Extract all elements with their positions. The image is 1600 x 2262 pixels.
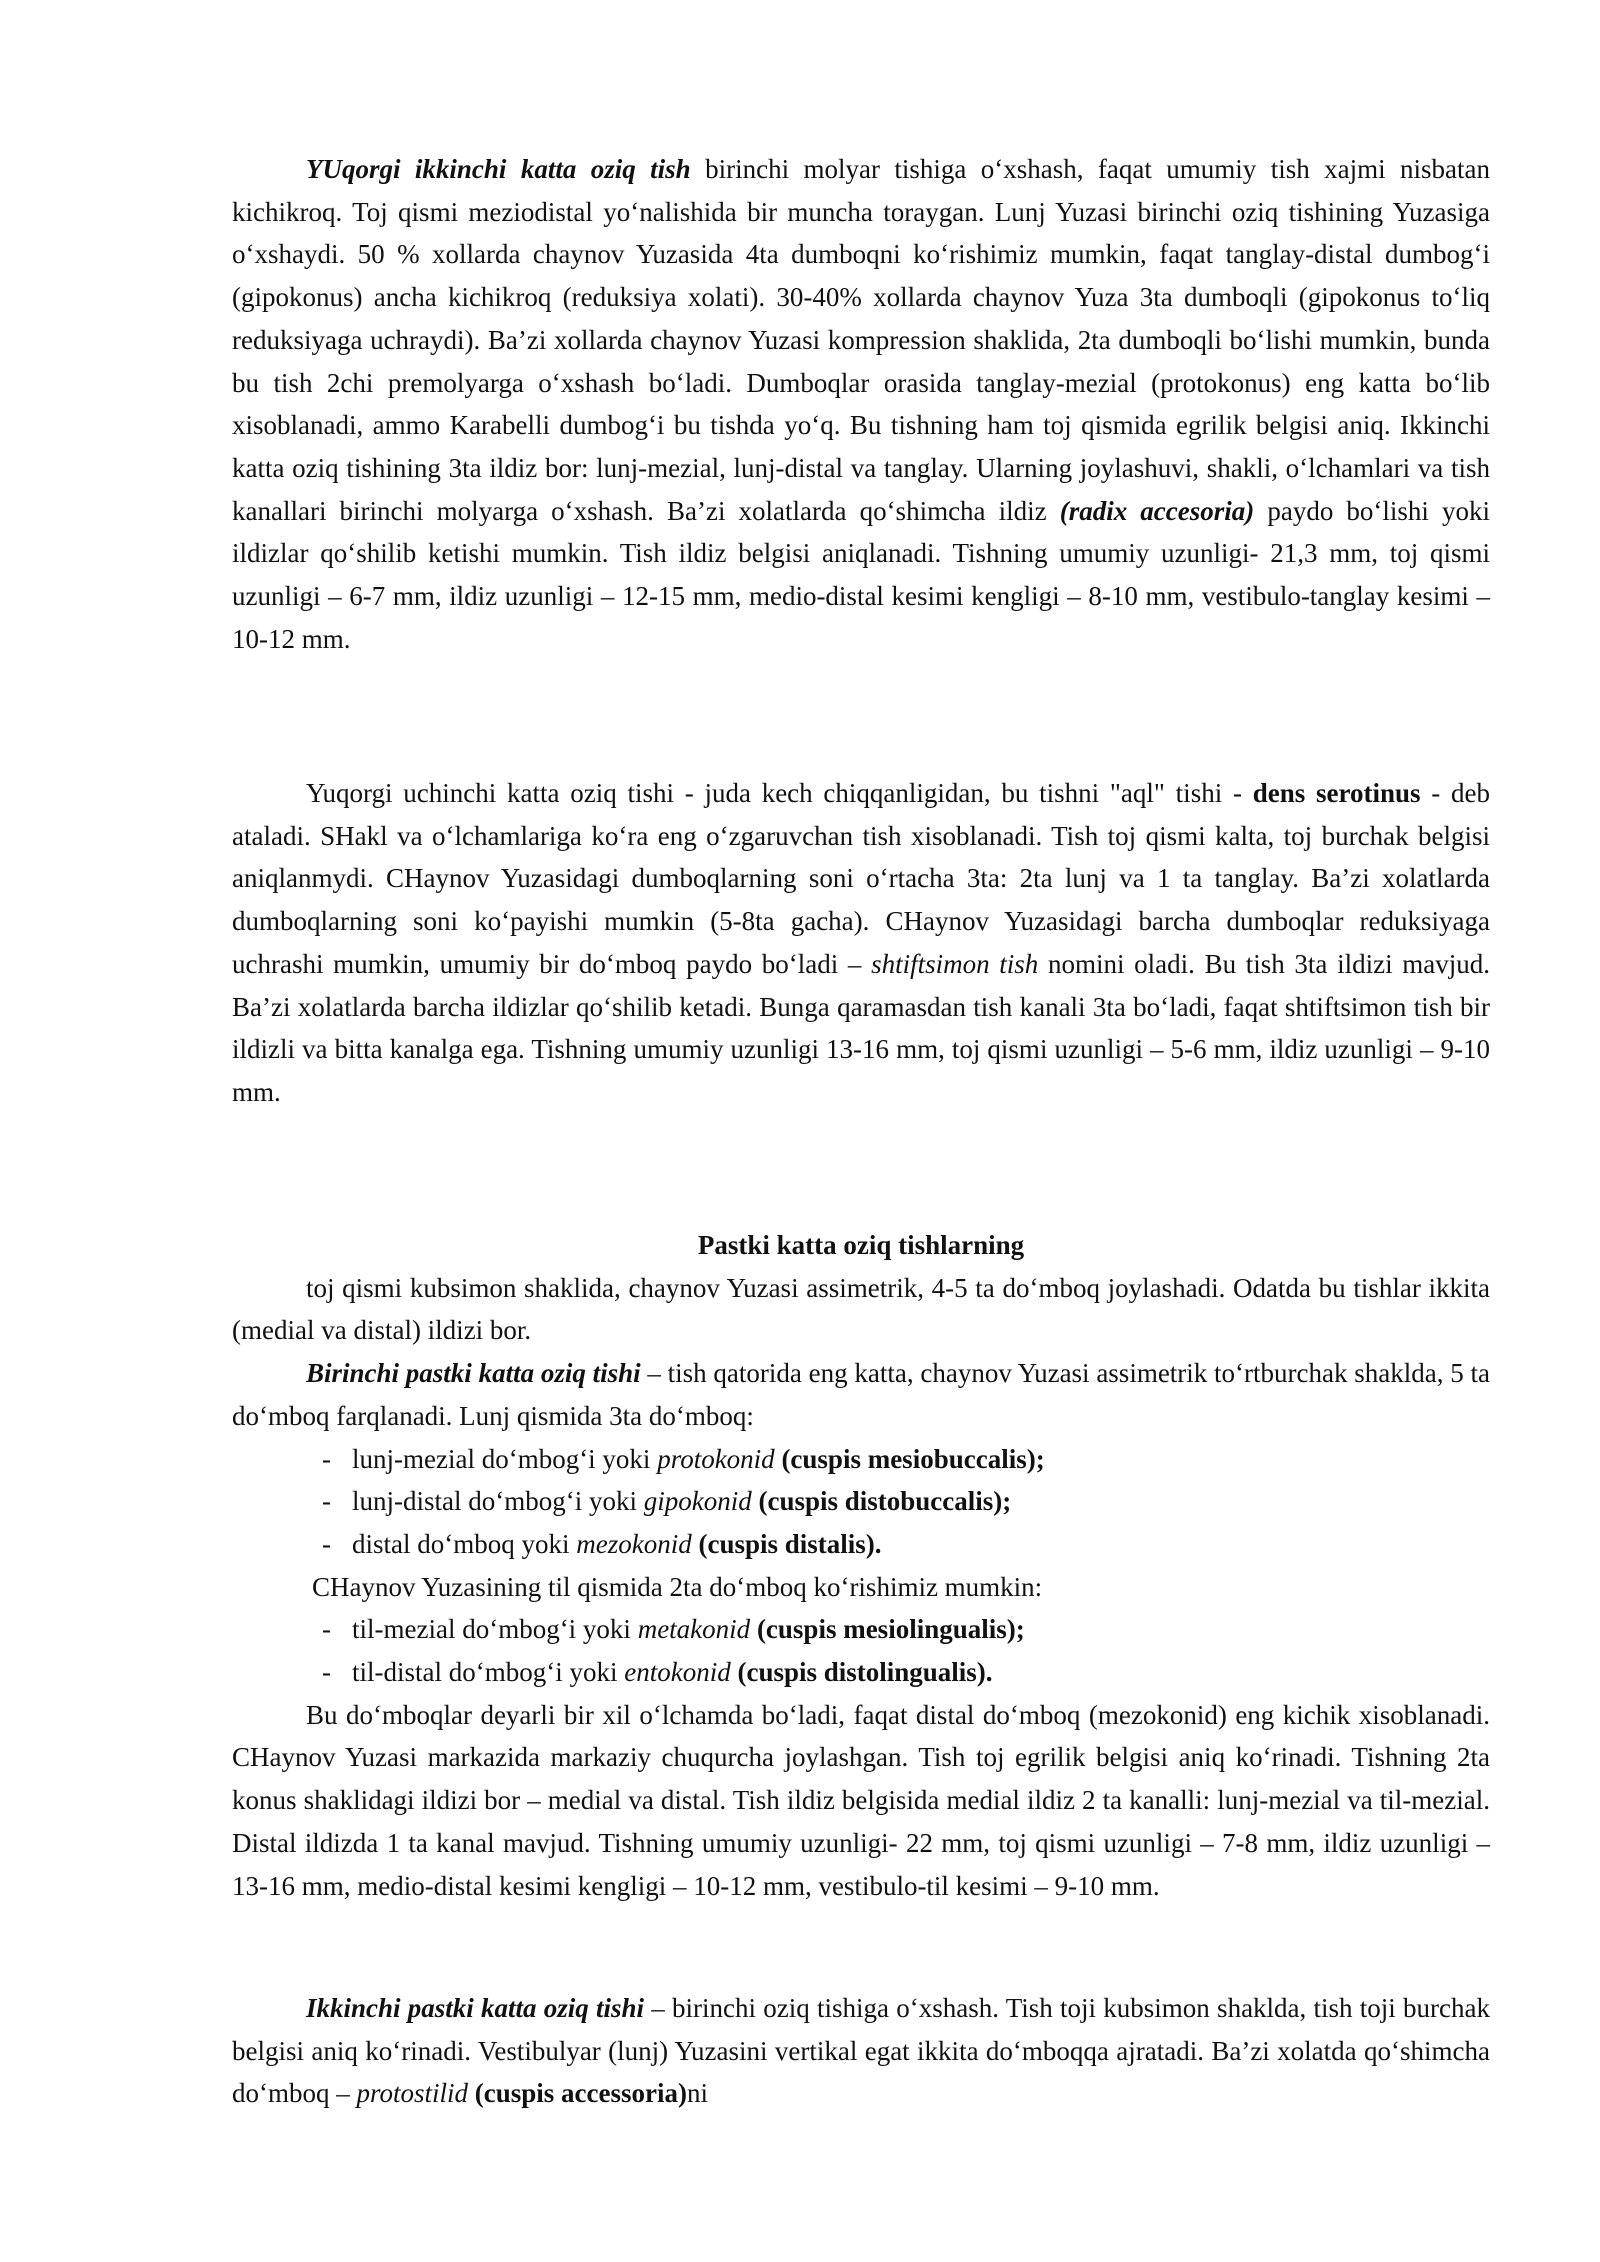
paragraph-body: birinchi molyar tishiga o‘xshash, faqat umumiy tish xajmi nisbatan kichikroq. Toj qismi meziodistal yo‘nalishida bir muncha toraygan. Lunj Yuzasi birinchi oziq tishining Yuzasiga o‘xshaydi. 50 % xollarda chaynov Yuzasida 4ta dumboqni ko‘rishimiz mumkin, faqat tanglay-distal dumbog‘i (gipokonus) ancha kichikroq (reduksiya xolati). 30-40% xollarda chaynov Yuza 3ta dumboqli (gipokonus to‘liq reduksiyaga uchraydi). Ba’zi xollarda chaynov Yuzasi kompression shaklida, 2ta dumboqli bo‘lishi mumkin, bunda bu tish 2chi premolyarga o‘xshash bo‘ladi. Dumboqlar orasida tanglay-mezial (protokonus) eng katta bo‘lib xisoblanadi, ammo Karabelli dumbog‘i bu tishda yo‘q. Bu tishning ham toj qismida egrilik belgisi aniq. Ikkinchi katta oziq tishining 3ta ildiz bor: lunj-mezial, lunj-distal va tanglay. Ularning joylashuvi, shakli, o‘lchamlari va tish kanallari birinchi molyarga o‘xshash. Ba’zi xolatlarda qo‘shimcha ildiz [232,154,1491,526]
term-latin: (cuspis distalis). [691,1528,882,1559]
paragraph-lower-second-molar [232,1987,1490,2115]
term-heading: Ikkinchi pastki katta oziq tishi [306,1993,645,2023]
list-intro: CHaynov Yuzasining til qismida 2ta do‘mboq ko‘rishimiz mumkin: [312,1571,1043,1602]
paragraph-body: – birinchi oziq tishiga o‘xshash. Tish toji kubsimon shaklda, tish toji burchak belgisi aniq ko‘rinadi. Vestibulyar (lunj) Yuzasini vertikal egat ikkita do‘mboqqa ajratadi. Ba’zi xolatda qo‘shimcha do‘mboq – [232,1993,1490,2109]
paragraph-intro: toj qismi kubsimon shaklida, chaynov Yuzasi assimetrik, 4-5 ta do‘mboq joylashadi. Odatda bu tishlar ikkita (medial va distal) ildizi bor. [232,1272,1490,1346]
term-italic: mezokonid [576,1528,692,1559]
paragraph-body: nomini oladi. Bu tish 3ta ildizi mavjud. Ba’zi xolatlarda barcha ildizlar qo‘shilib ketadi. Bunga qaramasdan tish kanali 3ta bo‘ladi, faqat shtiftsimon tish bir ildizli va bitta kanalga ega. Tishning umumiy uzunligi 13-16 mm, toj qismi uzunligi – 5-6 mm, ildiz uzunligi – 9-10 mm. [232,948,1490,1107]
list-text: til-distal do‘mbog‘i yoki [352,1657,625,1688]
term-heading: Birinchi pastki katta oziq tishi [306,1358,641,1389]
list-dash: - [322,1486,331,1517]
list-dash: - [322,1657,331,1688]
list-text: distal do‘mboq yoki [352,1528,577,1559]
paragraph-lower-first-molar-details: Bu do‘mboqlar deyarli bir xil o‘lchamda bo‘ladi, faqat distal do‘mboq (mezokonid) eng kichik xisoblanadi. CHaynov Yuzasi markazida markaziy chuqurcha joylashgan. Tish toj egrilik belgisi aniq ko‘rinadi. Tishning 2ta konus shaklidagi ildizi bor – medial va distal. Tish ildiz belgisida medial ildiz 2 ta kanalli: lunj-mezial va til-mezial. Distal ildizda 1 ta kanal mavjud. Tishning umumiy uzunligi- 22 mm, toj qismi uzunligi – 7-8 mm, ildiz uzunligi – 13-16 mm, medio-distal kesimi kengligi – 10-12 mm, vestibulo-til kesimi – 9-10 mm. [232,1699,1490,1901]
paragraph-lower-first-molar [232,1352,1490,1437]
list-item [232,1480,1490,1523]
paragraph-text [232,148,1490,660]
term-latin: (cuspis accessoria) [468,2078,687,2109]
list-dash: - [322,1443,331,1474]
section-heading: Pastki katta oziq tishlarning [697,1230,1025,1260]
list-item [232,1608,1490,1651]
list-dash: - [322,1528,331,1559]
paragraph-body: Yuqorgi uchinchi katta oziq tishi - juda kech chiqqanligidan, bu tishni "aql" tishi - [306,778,1253,808]
section-lower-molars [232,1224,1490,1907]
paragraph-body: - deb ataladi. SHakl va o‘lchamlariga ko‘ra eng o‘zgaruvchan tish xisoblanadi. Tish toj qismi kalta, toj burchak belgisi aniqlanmydi. CHaynov Yuzasidagi dumboqlarning soni o‘rtacha 3ta: 2ta lunj va 1 ta tanglay. Ba’zi xolatlarda dumboqlarning soni ko‘payishi mumkin (5-8ta gacha). CHaynov Yuzasidagi barcha dumboqlar reduksiyaga uchrashi mumkin, umumiy bir do‘mboq paydo bo‘ladi – [232,778,1490,979]
list-dash: - [322,1614,331,1645]
paragraph-text [232,1987,1490,2115]
list-item [232,1438,1490,1481]
list-text: lunj-mezial do‘mbog‘i yoki [352,1443,658,1474]
paragraph-body: – tish qatorida eng katta, chaynov Yuzasi assimetrik to‘rtburchak shaklda, 5 ta do‘mboq farqlanadi. Lunj qismida 3ta do‘mboq: [232,1358,1490,1431]
term-latin: dens serotinus [1252,778,1421,808]
term-latin: (cuspis mesiobuccalis); [774,1443,1045,1474]
term-italic: metakonid [637,1614,751,1645]
paragraph-body: paydo bo‘lishi yoki ildizlar qo‘shilib ketishi mumkin. Tish ildiz belgisi aniqlanadi. Tishning umumiy uzunligi- 21,3 mm, toj qismi uzunligi – 6-7 mm, ildiz uzunligi – 12-15 mm, medio-distal kesimi kengligi – 8-10 mm, vestibulo-tanglay kesimi – 10-12 mm. [232,495,1490,654]
term-heading: YUqorgi ikkinchi katta oziq tish [306,154,691,184]
term-latin: (radix accesoria) [1059,495,1255,526]
list-text: lunj-distal do‘mbog‘i yoki [352,1486,644,1517]
paragraph-upper-second-molar [232,148,1490,660]
list-item [232,1523,1490,1566]
term-latin: (cuspis distolingualis). [730,1657,993,1688]
term-italic: gipokonid [643,1486,752,1517]
term-italic: shtiftsimon tish [871,948,1039,979]
paragraph-body: ni [687,2078,709,2109]
term-italic: protokonid [657,1443,775,1474]
list-buccal-cusps [232,1438,1490,1566]
term-latin: (cuspis distobuccalis); [751,1486,1012,1517]
paragraph-upper-third-molar [232,772,1490,1114]
term-italic: protostilid [356,2078,469,2109]
term-latin: (cuspis mesiolingualis); [750,1614,1025,1645]
list-lingual-cusps [232,1608,1490,1693]
term-italic: entokonid [624,1657,731,1688]
paragraph-text [232,772,1490,1114]
list-text: til-mezial do‘mbog‘i yoki [352,1614,638,1645]
list-item [232,1651,1490,1694]
